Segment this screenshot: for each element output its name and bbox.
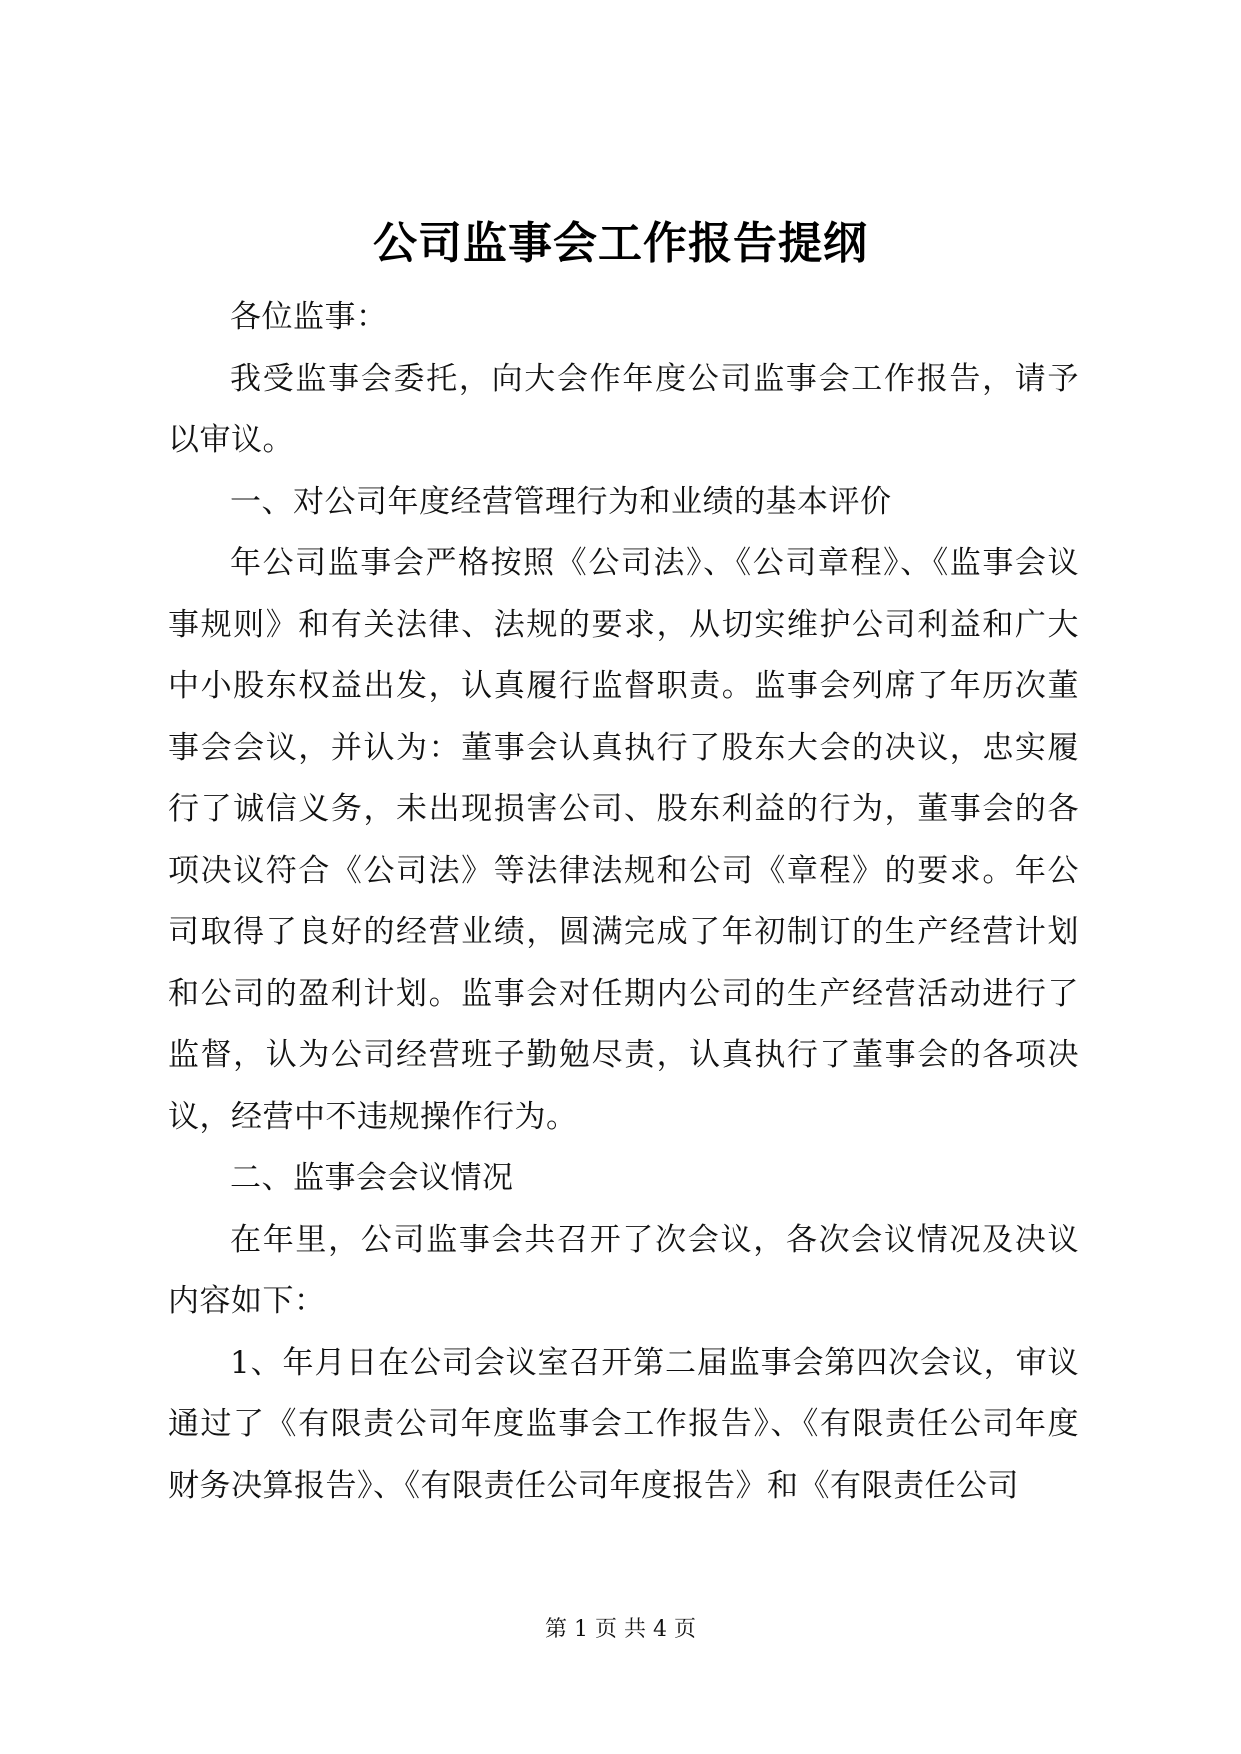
section-2-paragraph: 在年里，公司监事会共召开了次会议，各次会议情况及决议内容如下：	[168, 1221, 1079, 1319]
salutation: 各位监事：	[230, 299, 388, 335]
section-heading-2: 二、监事会会议情况	[230, 1160, 514, 1196]
section-heading-1: 一、对公司年度经营管理行为和业绩的基本评价	[230, 483, 892, 520]
section-1-paragraph: 年公司监事会严格按照《公司法》、《公司章程》、《监事会议事规则》和有关法律、法规的要求，从切实维护公司利益和广大中小股东权益出发，认真履行监督职责。监事会列席了年历次董事会会议，并认为：董事会认真执行了股东大会的决议，忠实履行了诚信义务，未出现损害公司、股东利益的行为，董事会的各项决议符合《公司法》等法律法规和公司《章程》的要求。年公司取得了良好的经营业绩，圆满完成了年初制订的生产经营计划和公司的盈利计划。监事会对任期内公司的生产经营活动进行了监督，认为公司经营班子勤勉尽责，认真执行了董事会的各项决议，经营中不违规操作行为。	[168, 545, 1079, 1135]
intro-paragraph: 我受监事会委托，向大会作年度公司监事会工作报告，请予以审议。	[168, 360, 1079, 458]
document-title: 公司监事会工作报告提纲	[373, 218, 868, 269]
page-number: 第 1 页 共 4 页	[545, 1617, 696, 1642]
meeting-item-1: 1、年月日在公司会议室召开第二届监事会第四次会议，审议通过了《有限责公司年度监事会工作报告》、《有限责任公司年度财务决算报告》、《有限责任公司年度报告》和《有限责任公司	[168, 1344, 1079, 1504]
document-body	[168, 287, 1079, 1517]
